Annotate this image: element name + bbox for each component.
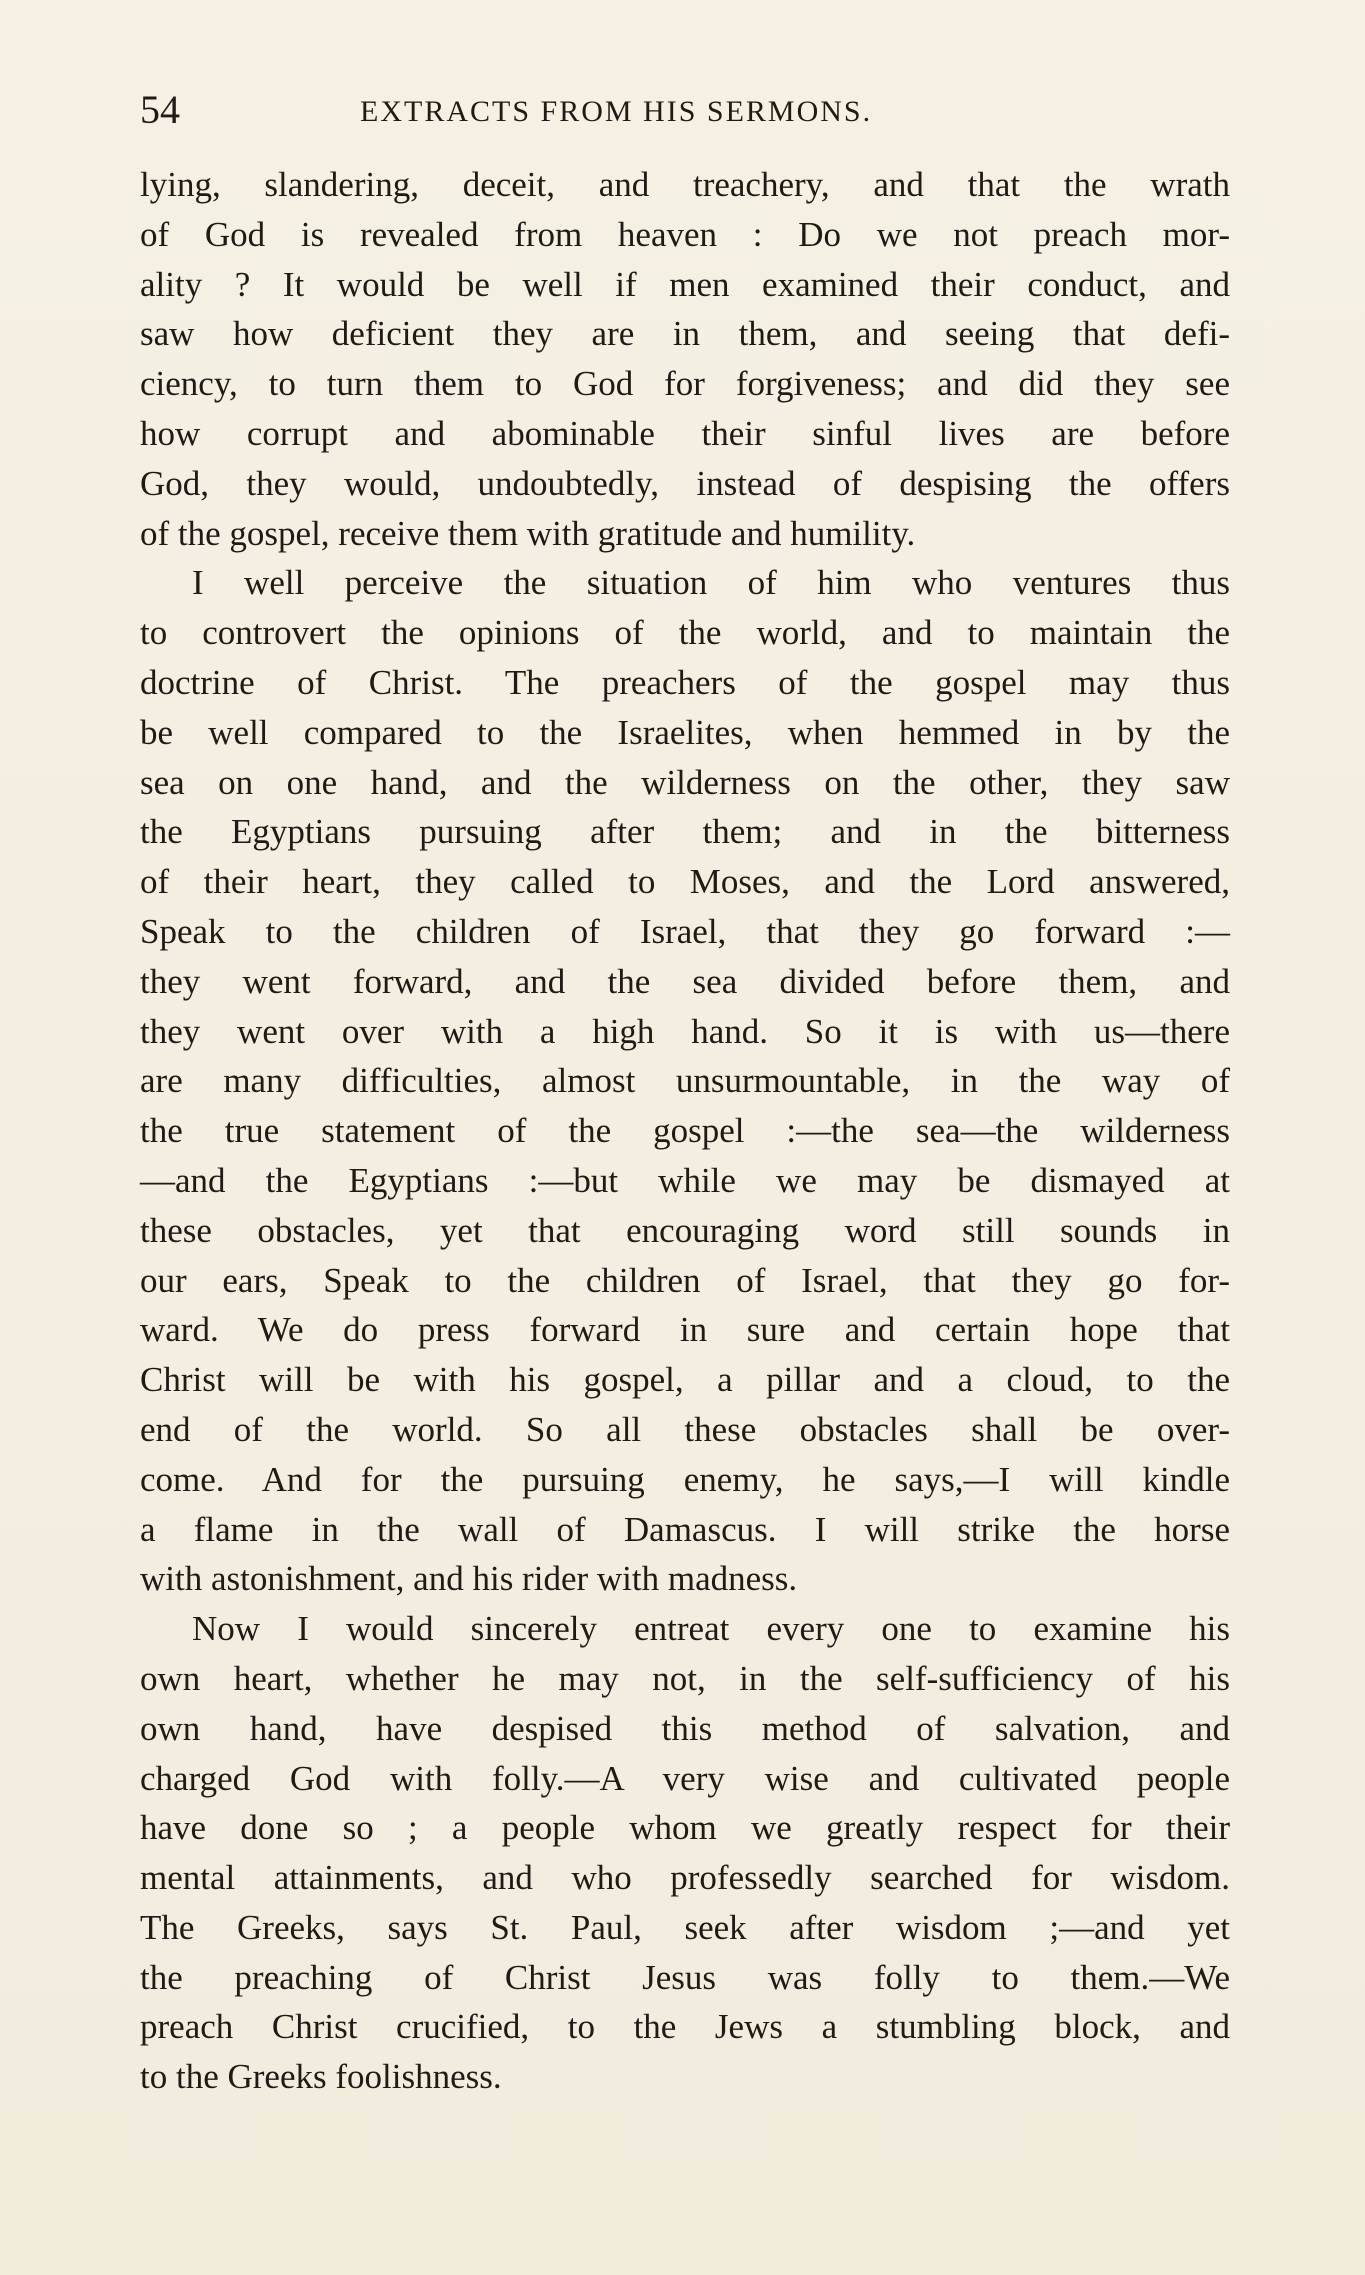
text-line: preach Christ crucified, to the Jews a stumbling block, and xyxy=(140,2007,1230,2047)
text-line: ality ? It would be well if men examined their conduct, and xyxy=(140,264,1230,304)
text-line: mental attainments, and who professedly searched for wisdom. xyxy=(140,1858,1230,1898)
text-line: are many difficulties, almost unsurmountable, in the way of xyxy=(140,1061,1230,1101)
text-line: how corrupt and abominable their sinful lives are before xyxy=(140,413,1230,453)
text-line: come. And for the pursuing enemy, he says,—I will kindle xyxy=(140,1459,1230,1499)
running-title: EXTRACTS FROM HIS SERMONS. xyxy=(360,95,873,128)
text-line: the preaching of Christ Jesus was folly to them.—We xyxy=(140,1957,1230,1997)
page-number: 54 xyxy=(140,87,180,132)
text-line: charged God with folly.—A very wise and cultivated people xyxy=(140,1758,1230,1798)
text-line: they went over with a high hand. So it is with us—there xyxy=(140,1011,1230,1051)
text-line: our ears, Speak to the children of Israel, that they go for- xyxy=(140,1260,1230,1300)
text-line: doctrine of Christ. The preachers of the gospel may thus xyxy=(140,662,1230,702)
text-line: to controvert the opinions of the world, and to maintain the xyxy=(140,613,1230,653)
text-line: end of the world. So all these obstacles shall be over- xyxy=(140,1409,1230,1449)
text-line: —and the Egyptians :—but while we may be dismayed at xyxy=(140,1160,1230,1200)
text-line: to the Greeks foolishness. xyxy=(140,2057,502,2097)
body-text xyxy=(140,160,1230,2102)
text-line: ciency, to turn them to God for forgiveness; and did they see xyxy=(140,364,1230,404)
text-line: of God is revealed from heaven : Do we not preach mor- xyxy=(140,214,1230,254)
text-line: sea on one hand, and the wilderness on the other, they saw xyxy=(140,762,1230,802)
text-line: with astonishment, and his rider with madness. xyxy=(140,1559,798,1599)
paragraph-3 xyxy=(140,1604,1230,2102)
paragraph-1 xyxy=(140,160,1230,558)
text-line: own hand, have despised this method of salvation, and xyxy=(140,1708,1230,1748)
text-line: The Greeks, says St. Paul, seek after wisdom ;—and yet xyxy=(140,1907,1230,1947)
text-line: of their heart, they called to Moses, and the Lord answered, xyxy=(140,862,1230,902)
text-line: they went forward, and the sea divided before them, and xyxy=(140,961,1230,1001)
text-line: the Egyptians pursuing after them; and in the bitterness xyxy=(140,812,1230,852)
text-line: of the gospel, receive them with gratitude and humility. xyxy=(140,513,916,553)
text-line: Speak to the children of Israel, that they go forward :— xyxy=(140,911,1230,951)
text-line: Now I would sincerely entreat every one to examine his xyxy=(192,1609,1230,1649)
running-head xyxy=(140,88,1230,132)
text-line: be well compared to the Israelites, when hemmed in by the xyxy=(140,712,1230,752)
text-line: God, they would, undoubtedly, instead of despising the offers xyxy=(140,463,1230,503)
text-line: I well perceive the situation of him who ventures thus xyxy=(192,563,1230,603)
text-line: own heart, whether he may not, in the self-sufficiency of his xyxy=(140,1658,1230,1698)
text-line: ward. We do press forward in sure and certain hope that xyxy=(140,1310,1230,1350)
text-line: a flame in the wall of Damascus. I will strike the horse xyxy=(140,1509,1230,1549)
text-line: have done so ; a people whom we greatly respect for their xyxy=(140,1808,1230,1848)
paragraph-2 xyxy=(140,558,1230,1604)
text-line: saw how deficient they are in them, and seeing that defi- xyxy=(140,314,1230,354)
text-line: the true statement of the gospel :—the sea—the wilderness xyxy=(140,1111,1230,1151)
text-line: Christ will be with his gospel, a pillar and a cloud, to the xyxy=(140,1360,1230,1400)
text-line: lying, slandering, deceit, and treachery, and that the wrath xyxy=(140,165,1230,204)
text-line: these obstacles, yet that encouraging word still sounds in xyxy=(140,1210,1230,1250)
